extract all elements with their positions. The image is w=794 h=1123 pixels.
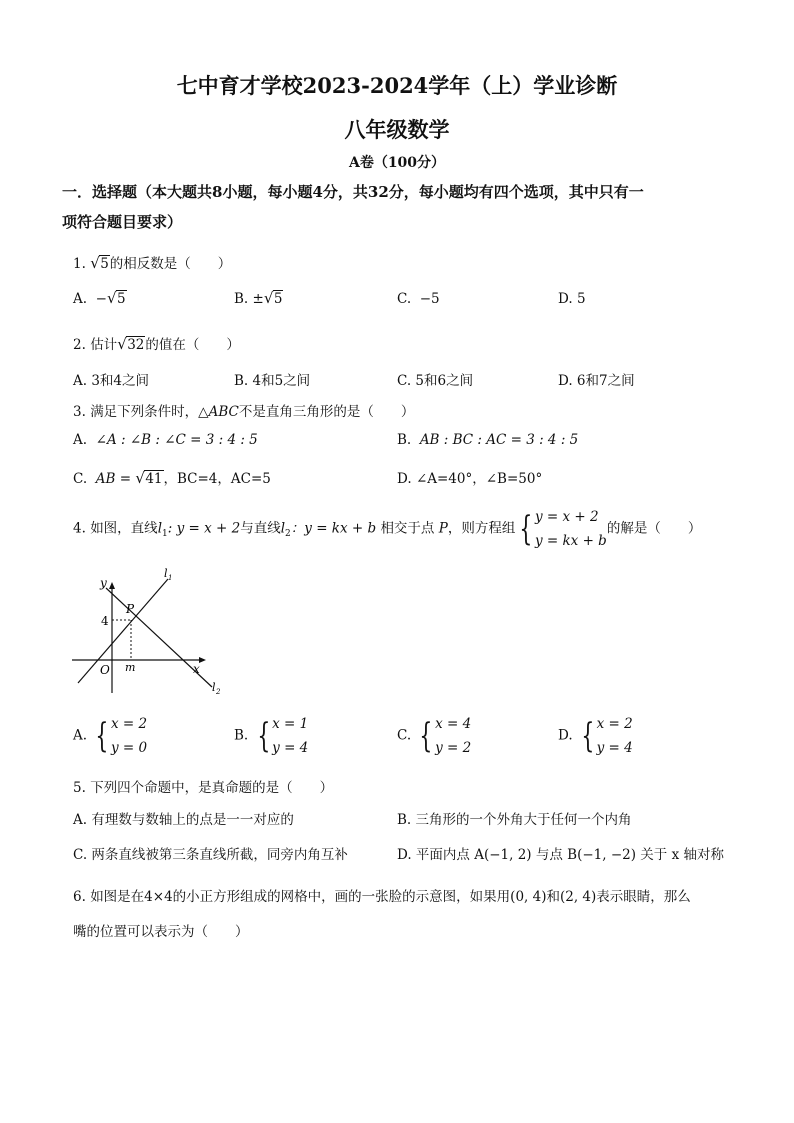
question-2-option-b[interactable]: B. 4和5之间 (234, 373, 311, 389)
question-4-option-d[interactable]: D. { x = 2 y = 4 (558, 716, 633, 756)
question-6-line2: 嘴的位置可以表示为（ ） (73, 924, 249, 940)
question-5-option-b[interactable]: B. 三角形的一个外角大于任何一个内角 (397, 812, 632, 828)
question-4-option-c[interactable]: C. { x = 4 y = 2 (397, 716, 472, 756)
system-brace: { (519, 509, 533, 549)
question-1-option-d[interactable]: D. 5 (558, 291, 586, 307)
question-3-stem: 3. 满足下列条件时，△ABC不是直角三角形的是（ ） (73, 404, 415, 420)
question-2-stem: 2. 估计 √ 32的值在（ ） (73, 335, 240, 353)
question-1-number: 1. (73, 256, 86, 272)
section-heading-line1: 一．选择题（本大题共8小题，每小题4分，共32分，每小题均有四个选项，其中只有一 (62, 183, 644, 201)
question-5-option-a[interactable]: A. 有理数与数轴上的点是一一对应的 (73, 812, 294, 828)
fig-l2-sub: 2 (216, 688, 221, 696)
fig-origin-label: O (100, 663, 110, 677)
question-2-option-a[interactable]: A. 3和4之间 (73, 373, 150, 389)
fig-p-label: P (126, 602, 135, 616)
question-2-option-d[interactable]: D. 6和7之间 (558, 373, 635, 389)
question-3-option-b[interactable]: B. AB : BC : AC = 3 : 4 : 5 (397, 432, 579, 448)
fig-y-label: y (100, 576, 107, 590)
question-5-stem: 5. 下列四个命题中，是真命题的是（ ） (73, 780, 334, 796)
sqrt-5: √ 5 (90, 254, 109, 272)
question-1-option-b[interactable]: B. ± √ 5 (234, 289, 283, 307)
exam-title: 七中育才学校2023-2024学年（上）学业诊断 (176, 73, 618, 98)
exam-subtitle: 八年级数学 (344, 117, 450, 142)
fig-four-label: 4 (101, 614, 109, 628)
section-heading-line2: 项符合题目要求） (62, 213, 183, 231)
fig-l1-label: l (164, 567, 168, 580)
question-3-option-d[interactable]: D. ∠A=40°，∠B=50° (397, 471, 543, 487)
fig-m-label: m (125, 661, 136, 674)
question-5-option-c[interactable]: C. 两条直线被第三条直线所截，同旁内角互补 (73, 847, 348, 863)
question-4-option-a[interactable]: A. { x = 2 y = 0 (73, 716, 148, 756)
x-axis-arrow (199, 657, 206, 663)
question-1-option-c[interactable]: C. −5 (397, 291, 440, 307)
question-3-option-a[interactable]: A. ∠A : ∠B : ∠C = 3 : 4 : 5 (73, 432, 258, 448)
question-6-line1: 6. 如图是在4×4的小正方形组成的网格中，画的一张脸的示意图，如果用(0, 4)和(2, 4)表示眼睛，那么 (73, 889, 691, 905)
question-4-option-b[interactable]: B. { x = 1 y = 4 (234, 716, 309, 756)
question-1-stem (73, 252, 231, 272)
volume-label: A卷（100分） (348, 155, 446, 171)
equation-system: y = x + 2 y = kx + b (534, 509, 607, 549)
question-1-option-a[interactable]: A. − √ 5 (73, 289, 126, 307)
question-2-option-c[interactable]: C. 5和6之间 (397, 373, 474, 389)
question-3-option-c[interactable]: C. AB = √ 41，BC=4，AC=5 (73, 469, 271, 487)
y-axis-arrow (109, 582, 115, 589)
fig-l2-label: l (212, 681, 216, 694)
question-4-stem: 4. 如图，直线$l_1$: y = x + 2与直线$l_2$：y = kx + b 相交于点 P，则方程组 { y = x + 2 y = kx + b的解是（ ） (73, 505, 701, 553)
question-4-figure (66, 565, 226, 700)
fig-l1-sub: 1 (168, 574, 173, 582)
question-5-option-d[interactable]: D. 平面内点 A(−1, 2) 与点 B(−1, −2) 关于 x 轴对称 (397, 847, 724, 863)
fig-x-label: x (193, 662, 200, 676)
sqrt-32: √ 32 (117, 335, 145, 353)
line-l1 (78, 579, 168, 683)
question-1-text: 的相反数是（ ） (109, 256, 232, 272)
